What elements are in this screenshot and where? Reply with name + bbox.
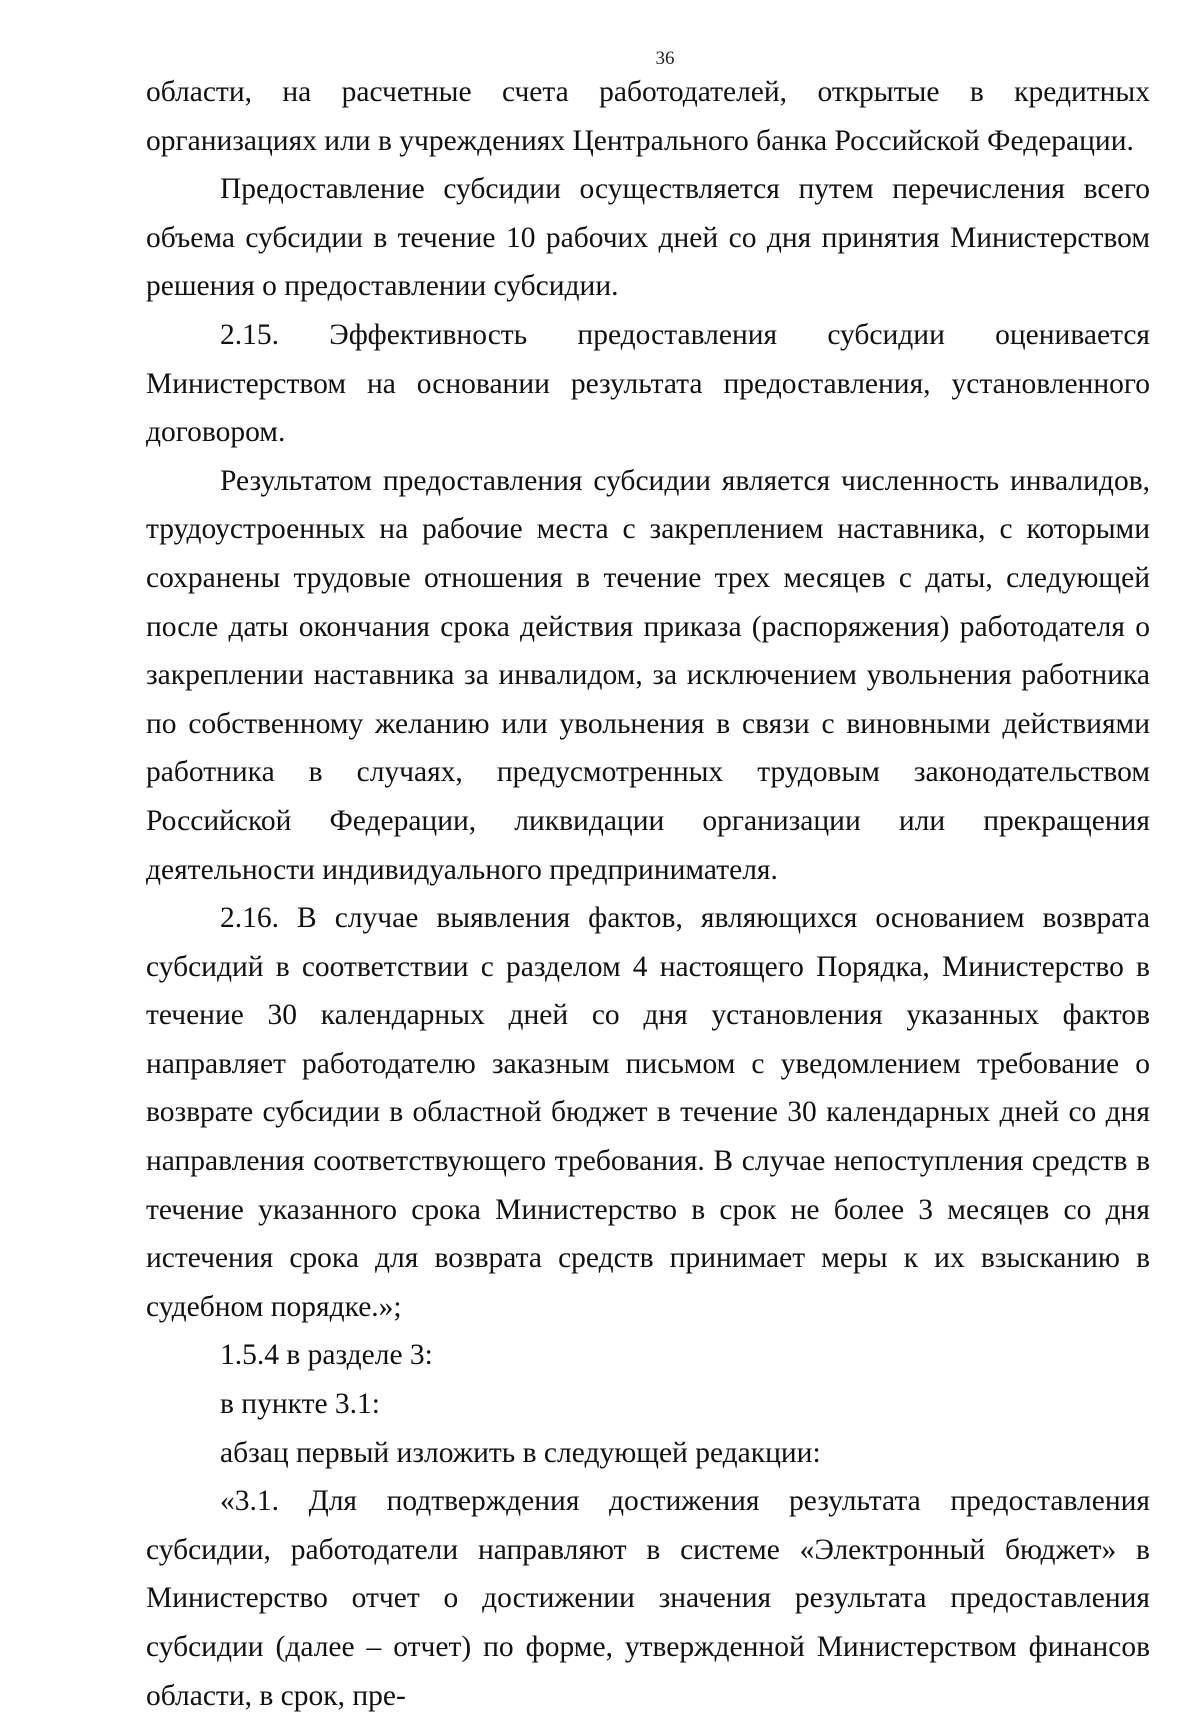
paragraph-3-1-text: «3.1. Для подтверждения достижения результата предоставления субсидии, работодатели направляют в системе «Электронный бюджет» в Министерство отчет о достижении значения результата предоставления субсидии (далее – отчет) по форме, утвержденной Министерством финансов области, в срок, пре- [146,1485,1150,1712]
paragraph-2-15: 2.15. Эффективность предоставления субсидии оценивается Министерством на основании результата предоставления, установленного договором. [146,318,1150,449]
paragraph-continuation: области, на расчетные счета работодателей, открытые в кредитных организациях или в учреждениях Центрального банка Российской Федерации. [146,76,1150,157]
paragraph-1-5-4: 1.5.4 в разделе 3: [220,1339,433,1372]
paragraph-result-definition: Результатом предоставления субсидии является численность инвалидов, трудоустроенных на рабочие места с закреплением наставника, с которыми сохранены трудовые отношения в течение трех месяцев с даты, следующей после даты окончания срока действия приказа (распоряжения) работодателя о закреплении наставника за инвалидом, за исключением увольнения работника по собственному желанию или увольнения в связи с виновными действиями работника в случаях, предусмотренных трудовым законодательством Российской Федерации, ликвидации организации или прекращения деятельности индивидуального предпринимателя. [146,464,1150,886]
paragraph-point-3-1: в пункте 3.1: [220,1388,381,1421]
paragraph-subsidy-transfer: Предоставление субсидии осуществляется путем перечисления всего объема субсидии в течение 10 рабочих дней со дня принятия Министерством решения о предоставлении субсидии. [146,173,1150,303]
paragraph-2-16: 2.16. В случае выявления фактов, являющихся основанием возврата субсидий в соответствии с разделом 4 настоящего Порядка, Министерство в течение 30 календарных дней со дня установления указанных фактов направляет работодателю заказным письмом с уведомлением требование о возврате субсидии в областной бюджет в течение 30 календарных дней со дня направления соответствующего требования. В случае непоступления средств в течение указанного срока Министерство в срок не более 3 месяцев со дня истечения срока для возврата средств принимает меры к их взысканию в судебном порядке.»; [146,902,1150,1323]
page-number: 36 [655,48,675,69]
document-body [146,68,1150,1720]
paragraph-first-abzac: абзац первый изложить в следующей редакции: [220,1436,821,1469]
